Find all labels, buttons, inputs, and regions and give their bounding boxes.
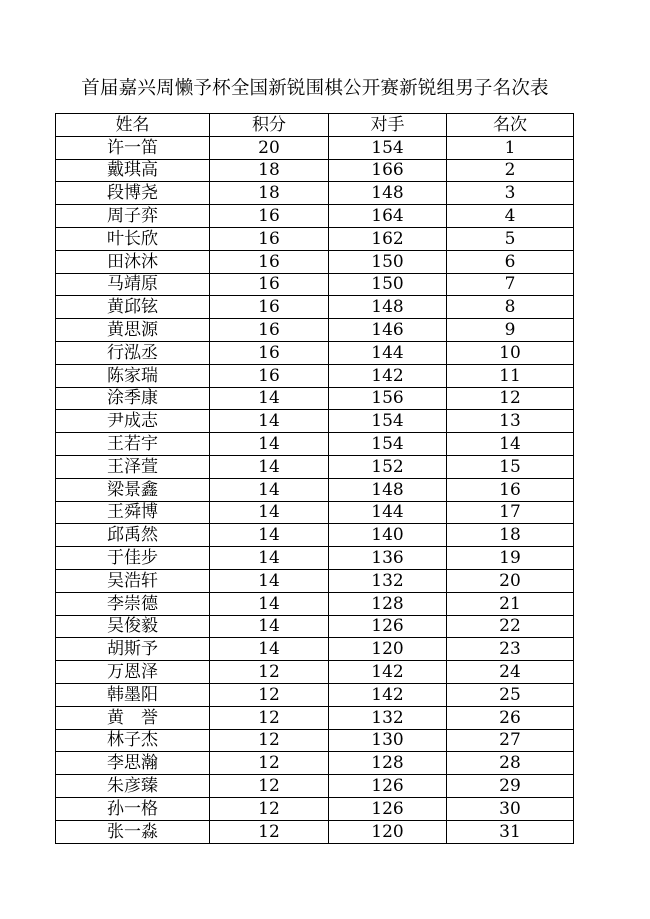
rank-cell: 30 bbox=[447, 797, 574, 820]
header-rank: 名次 bbox=[447, 114, 574, 137]
player-name-cell: 孙一格 bbox=[56, 797, 210, 820]
table-row bbox=[56, 661, 574, 684]
table-row bbox=[56, 524, 574, 547]
player-name-cell: 戴琪高 bbox=[56, 159, 210, 182]
table-row bbox=[56, 273, 574, 296]
opponent-score-cell: 142 bbox=[329, 683, 447, 706]
page-title: 首届嘉兴周懒予杯全国新锐围棋公开赛新锐组男子名次表 bbox=[81, 78, 549, 99]
score-cell: 16 bbox=[210, 273, 329, 296]
ranking-table bbox=[55, 113, 574, 844]
rank-cell: 24 bbox=[447, 661, 574, 684]
rank-cell: 4 bbox=[447, 205, 574, 228]
rank-cell: 9 bbox=[447, 319, 574, 342]
table-row bbox=[56, 250, 574, 273]
rank-cell: 10 bbox=[447, 341, 574, 364]
player-name-cell: 王若宇 bbox=[56, 433, 210, 456]
opponent-score-cell: 164 bbox=[329, 205, 447, 228]
player-name-cell: 黄邱铉 bbox=[56, 296, 210, 319]
opponent-score-cell: 146 bbox=[329, 319, 447, 342]
score-cell: 18 bbox=[210, 182, 329, 205]
table-row bbox=[56, 319, 574, 342]
score-cell: 16 bbox=[210, 319, 329, 342]
table-row bbox=[56, 410, 574, 433]
rank-cell: 17 bbox=[447, 501, 574, 524]
player-name-cell: 王泽萱 bbox=[56, 455, 210, 478]
table-row bbox=[56, 547, 574, 570]
score-cell: 12 bbox=[210, 797, 329, 820]
player-name-cell: 张一淼 bbox=[56, 820, 210, 843]
rank-cell: 12 bbox=[447, 387, 574, 410]
opponent-score-cell: 130 bbox=[329, 729, 447, 752]
rank-cell: 29 bbox=[447, 775, 574, 798]
opponent-score-cell: 128 bbox=[329, 752, 447, 775]
opponent-score-cell: 140 bbox=[329, 524, 447, 547]
opponent-score-cell: 148 bbox=[329, 296, 447, 319]
player-name-cell: 吴俊毅 bbox=[56, 615, 210, 638]
rank-cell: 3 bbox=[447, 182, 574, 205]
table-row bbox=[56, 205, 574, 228]
score-cell: 14 bbox=[210, 387, 329, 410]
player-name-cell: 朱彦臻 bbox=[56, 775, 210, 798]
score-cell: 12 bbox=[210, 752, 329, 775]
player-name-cell: 段博尧 bbox=[56, 182, 210, 205]
rank-cell: 20 bbox=[447, 569, 574, 592]
rank-cell: 31 bbox=[447, 820, 574, 843]
rank-cell: 15 bbox=[447, 455, 574, 478]
rank-cell: 19 bbox=[447, 547, 574, 570]
score-cell: 18 bbox=[210, 159, 329, 182]
score-cell: 16 bbox=[210, 227, 329, 250]
table-row bbox=[56, 387, 574, 410]
player-name-cell: 黄 誉 bbox=[56, 706, 210, 729]
table-row bbox=[56, 227, 574, 250]
rank-cell: 28 bbox=[447, 752, 574, 775]
opponent-score-cell: 148 bbox=[329, 182, 447, 205]
player-name-cell: 梁景鑫 bbox=[56, 478, 210, 501]
table-row bbox=[56, 433, 574, 456]
opponent-score-cell: 150 bbox=[329, 250, 447, 273]
table-row bbox=[56, 683, 574, 706]
player-name-cell: 陈家瑞 bbox=[56, 364, 210, 387]
score-cell: 12 bbox=[210, 683, 329, 706]
opponent-score-cell: 142 bbox=[329, 364, 447, 387]
player-name-cell: 王舜博 bbox=[56, 501, 210, 524]
rank-cell: 22 bbox=[447, 615, 574, 638]
score-cell: 14 bbox=[210, 638, 329, 661]
rank-cell: 26 bbox=[447, 706, 574, 729]
table-row bbox=[56, 478, 574, 501]
rank-cell: 8 bbox=[447, 296, 574, 319]
score-cell: 12 bbox=[210, 775, 329, 798]
opponent-score-cell: 126 bbox=[329, 775, 447, 798]
score-cell: 16 bbox=[210, 364, 329, 387]
rank-cell: 14 bbox=[447, 433, 574, 456]
player-name-cell: 田沐沐 bbox=[56, 250, 210, 273]
opponent-score-cell: 148 bbox=[329, 478, 447, 501]
table-row bbox=[56, 136, 574, 159]
opponent-score-cell: 144 bbox=[329, 341, 447, 364]
score-cell: 16 bbox=[210, 296, 329, 319]
table-row bbox=[56, 797, 574, 820]
table-row bbox=[56, 341, 574, 364]
opponent-score-cell: 152 bbox=[329, 455, 447, 478]
opponent-score-cell: 126 bbox=[329, 797, 447, 820]
rank-cell: 11 bbox=[447, 364, 574, 387]
score-cell: 12 bbox=[210, 661, 329, 684]
table-row bbox=[56, 729, 574, 752]
score-cell: 14 bbox=[210, 501, 329, 524]
player-name-cell: 周子弈 bbox=[56, 205, 210, 228]
player-name-cell: 于佳步 bbox=[56, 547, 210, 570]
player-name-cell: 胡斯予 bbox=[56, 638, 210, 661]
table-row bbox=[56, 159, 574, 182]
opponent-score-cell: 142 bbox=[329, 661, 447, 684]
score-cell: 14 bbox=[210, 592, 329, 615]
table-row bbox=[56, 775, 574, 798]
table-row bbox=[56, 752, 574, 775]
rank-cell: 1 bbox=[447, 136, 574, 159]
rank-cell: 25 bbox=[447, 683, 574, 706]
table-row bbox=[56, 615, 574, 638]
rank-cell: 5 bbox=[447, 227, 574, 250]
table-header-row bbox=[56, 114, 574, 137]
opponent-score-cell: 162 bbox=[329, 227, 447, 250]
header-opponent: 对手 bbox=[329, 114, 447, 137]
table-row bbox=[56, 820, 574, 843]
table-row bbox=[56, 638, 574, 661]
player-name-cell: 叶长欣 bbox=[56, 227, 210, 250]
table-row bbox=[56, 706, 574, 729]
score-cell: 14 bbox=[210, 524, 329, 547]
player-name-cell: 李思瀚 bbox=[56, 752, 210, 775]
player-name-cell: 许一笛 bbox=[56, 136, 210, 159]
rank-cell: 21 bbox=[447, 592, 574, 615]
player-name-cell: 行泓丞 bbox=[56, 341, 210, 364]
rank-cell: 16 bbox=[447, 478, 574, 501]
score-cell: 12 bbox=[210, 820, 329, 843]
score-cell: 14 bbox=[210, 433, 329, 456]
opponent-score-cell: 166 bbox=[329, 159, 447, 182]
table-row bbox=[56, 592, 574, 615]
score-cell: 16 bbox=[210, 341, 329, 364]
table-row bbox=[56, 364, 574, 387]
player-name-cell: 黄思源 bbox=[56, 319, 210, 342]
score-cell: 16 bbox=[210, 205, 329, 228]
opponent-score-cell: 156 bbox=[329, 387, 447, 410]
player-name-cell: 李崇德 bbox=[56, 592, 210, 615]
opponent-score-cell: 144 bbox=[329, 501, 447, 524]
table-row bbox=[56, 182, 574, 205]
opponent-score-cell: 128 bbox=[329, 592, 447, 615]
rank-cell: 13 bbox=[447, 410, 574, 433]
opponent-score-cell: 120 bbox=[329, 820, 447, 843]
score-cell: 14 bbox=[210, 547, 329, 570]
score-cell: 14 bbox=[210, 478, 329, 501]
player-name-cell: 邱禹然 bbox=[56, 524, 210, 547]
score-cell: 14 bbox=[210, 410, 329, 433]
header-name: 姓名 bbox=[56, 114, 210, 137]
header-score: 积分 bbox=[210, 114, 329, 137]
table-row bbox=[56, 296, 574, 319]
opponent-score-cell: 150 bbox=[329, 273, 447, 296]
score-cell: 12 bbox=[210, 706, 329, 729]
player-name-cell: 吴浩轩 bbox=[56, 569, 210, 592]
opponent-score-cell: 154 bbox=[329, 410, 447, 433]
score-cell: 14 bbox=[210, 569, 329, 592]
table-row bbox=[56, 501, 574, 524]
score-cell: 20 bbox=[210, 136, 329, 159]
table-row bbox=[56, 455, 574, 478]
player-name-cell: 韩墨阳 bbox=[56, 683, 210, 706]
rank-cell: 2 bbox=[447, 159, 574, 182]
player-name-cell: 林子杰 bbox=[56, 729, 210, 752]
table-row bbox=[56, 569, 574, 592]
opponent-score-cell: 154 bbox=[329, 136, 447, 159]
player-name-cell: 万恩泽 bbox=[56, 661, 210, 684]
score-cell: 12 bbox=[210, 729, 329, 752]
rank-cell: 6 bbox=[447, 250, 574, 273]
opponent-score-cell: 132 bbox=[329, 706, 447, 729]
opponent-score-cell: 120 bbox=[329, 638, 447, 661]
opponent-score-cell: 126 bbox=[329, 615, 447, 638]
player-name-cell: 马靖原 bbox=[56, 273, 210, 296]
score-cell: 14 bbox=[210, 615, 329, 638]
rank-cell: 7 bbox=[447, 273, 574, 296]
score-cell: 16 bbox=[210, 250, 329, 273]
rank-cell: 27 bbox=[447, 729, 574, 752]
score-cell: 14 bbox=[210, 455, 329, 478]
rank-cell: 18 bbox=[447, 524, 574, 547]
player-name-cell: 尹成志 bbox=[56, 410, 210, 433]
opponent-score-cell: 136 bbox=[329, 547, 447, 570]
rank-cell: 23 bbox=[447, 638, 574, 661]
player-name-cell: 涂季康 bbox=[56, 387, 210, 410]
opponent-score-cell: 154 bbox=[329, 433, 447, 456]
opponent-score-cell: 132 bbox=[329, 569, 447, 592]
